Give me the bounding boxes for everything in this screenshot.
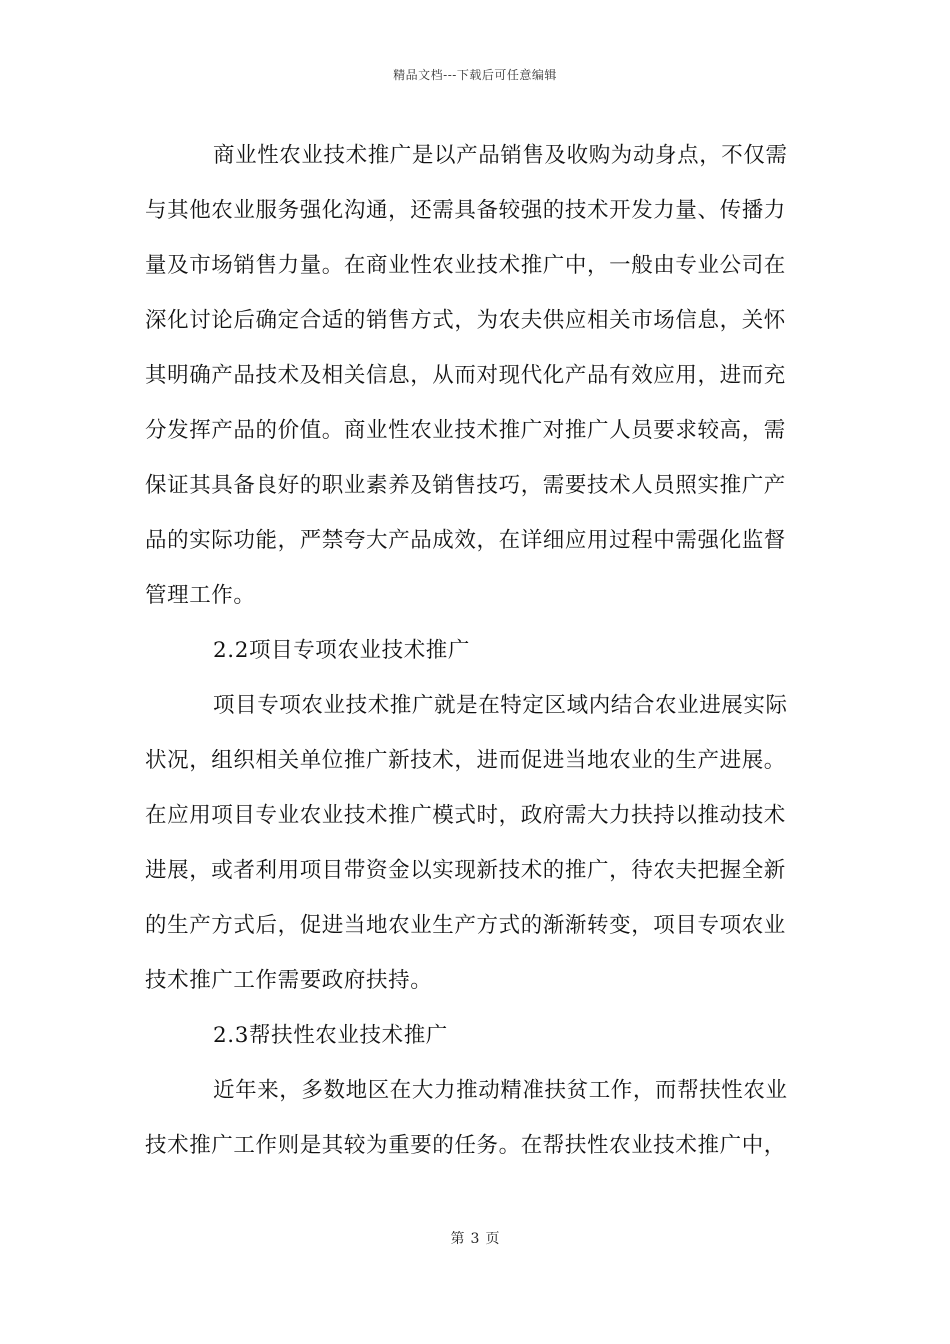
paragraph-line: 进展，或者利用项目带资金以实现新技术的推广，待农夫把握全新 (145, 858, 786, 883)
paragraph (145, 128, 805, 623)
page-number-value: 3 (470, 1231, 480, 1247)
paragraph-line: 量及市场销售力量。在商业性农业技术推广中，一般由专业公司在 (145, 253, 786, 278)
page-header: 精品文档---下载后可任意编辑 (393, 68, 557, 82)
page-number (0, 1228, 950, 1248)
paragraph-line: 技术推广工作需要政府扶持。 (145, 968, 433, 993)
paragraph-line: 项目专项农业技术推广就是在特定区域内结合农业进展实际 (213, 693, 788, 718)
paragraph-line: 分发挥产品的价值。商业性农业技术推广对推广人员要求较高，需 (145, 418, 786, 443)
paragraph-line: 的生产方式后，促进当地农业生产方式的渐渐转变，项目专项农业 (145, 913, 786, 938)
paragraph-line: 在应用项目专业农业技术推广模式时，政府需大力扶持以推动技术 (145, 803, 786, 828)
paragraph-line: 品的实际功能，严禁夸大产品成效，在详细应用过程中需强化监督 (145, 528, 786, 553)
paragraph-line: 状况，组织相关单位推广新技术，进而促进当地农业的生产进展。 (145, 748, 786, 773)
document-body (145, 128, 805, 1173)
paragraph-line: 技术推广工作则是其较为重要的任务。在帮扶性农业技术推广中， (145, 1133, 786, 1158)
page-number-prefix: 第 (450, 1231, 465, 1247)
paragraph-line: 管理工作。 (145, 583, 256, 608)
paragraph-line: 其明确产品技术及相关信息，从而对现代化产品有效应用，进而充 (145, 363, 786, 388)
page-number-suffix: 页 (485, 1231, 500, 1247)
paragraph (145, 1063, 805, 1173)
section-heading: 2.2项目专项农业技术推广 (213, 638, 470, 663)
paragraph-line: 近年来，多数地区在大力推动精准扶贫工作，而帮扶性农业 (213, 1078, 788, 1103)
paragraph-line: 商业性农业技术推广是以产品销售及收购为动身点，不仅需 (213, 143, 788, 168)
paragraph (145, 678, 805, 1008)
paragraph-line: 深化讨论后确定合适的销售方式，为农夫供应相关市场信息，关怀 (145, 308, 786, 333)
paragraph-line: 保证其具备良好的职业素养及销售技巧，需要技术人员照实推广产 (145, 473, 786, 498)
section-heading: 2.3帮扶性农业技术推广 (213, 1023, 448, 1048)
paragraph-line: 与其他农业服务强化沟通，还需具备较强的技术开发力量、传播力 (145, 198, 786, 223)
